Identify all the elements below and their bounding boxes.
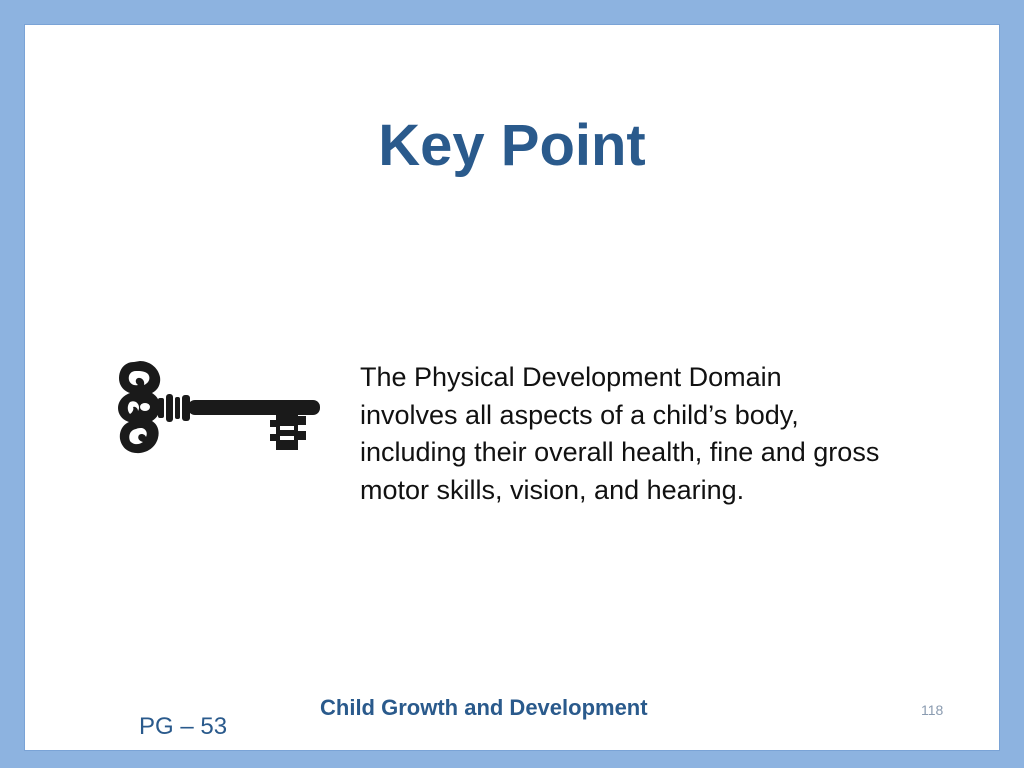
slide-title: Key Point	[378, 113, 646, 178]
page-reference: PG – 53	[139, 713, 228, 740]
slide-number: 118	[921, 702, 944, 718]
key-point-text: The Physical Development Domain involves all aspects of a child’s body, including their overall health, fine and gross motor skills, vision, and hearing.	[360, 362, 880, 505]
slide-canvas	[25, 25, 999, 750]
key-icon	[116, 356, 326, 456]
footer-title: Child Growth and Development	[320, 695, 648, 720]
